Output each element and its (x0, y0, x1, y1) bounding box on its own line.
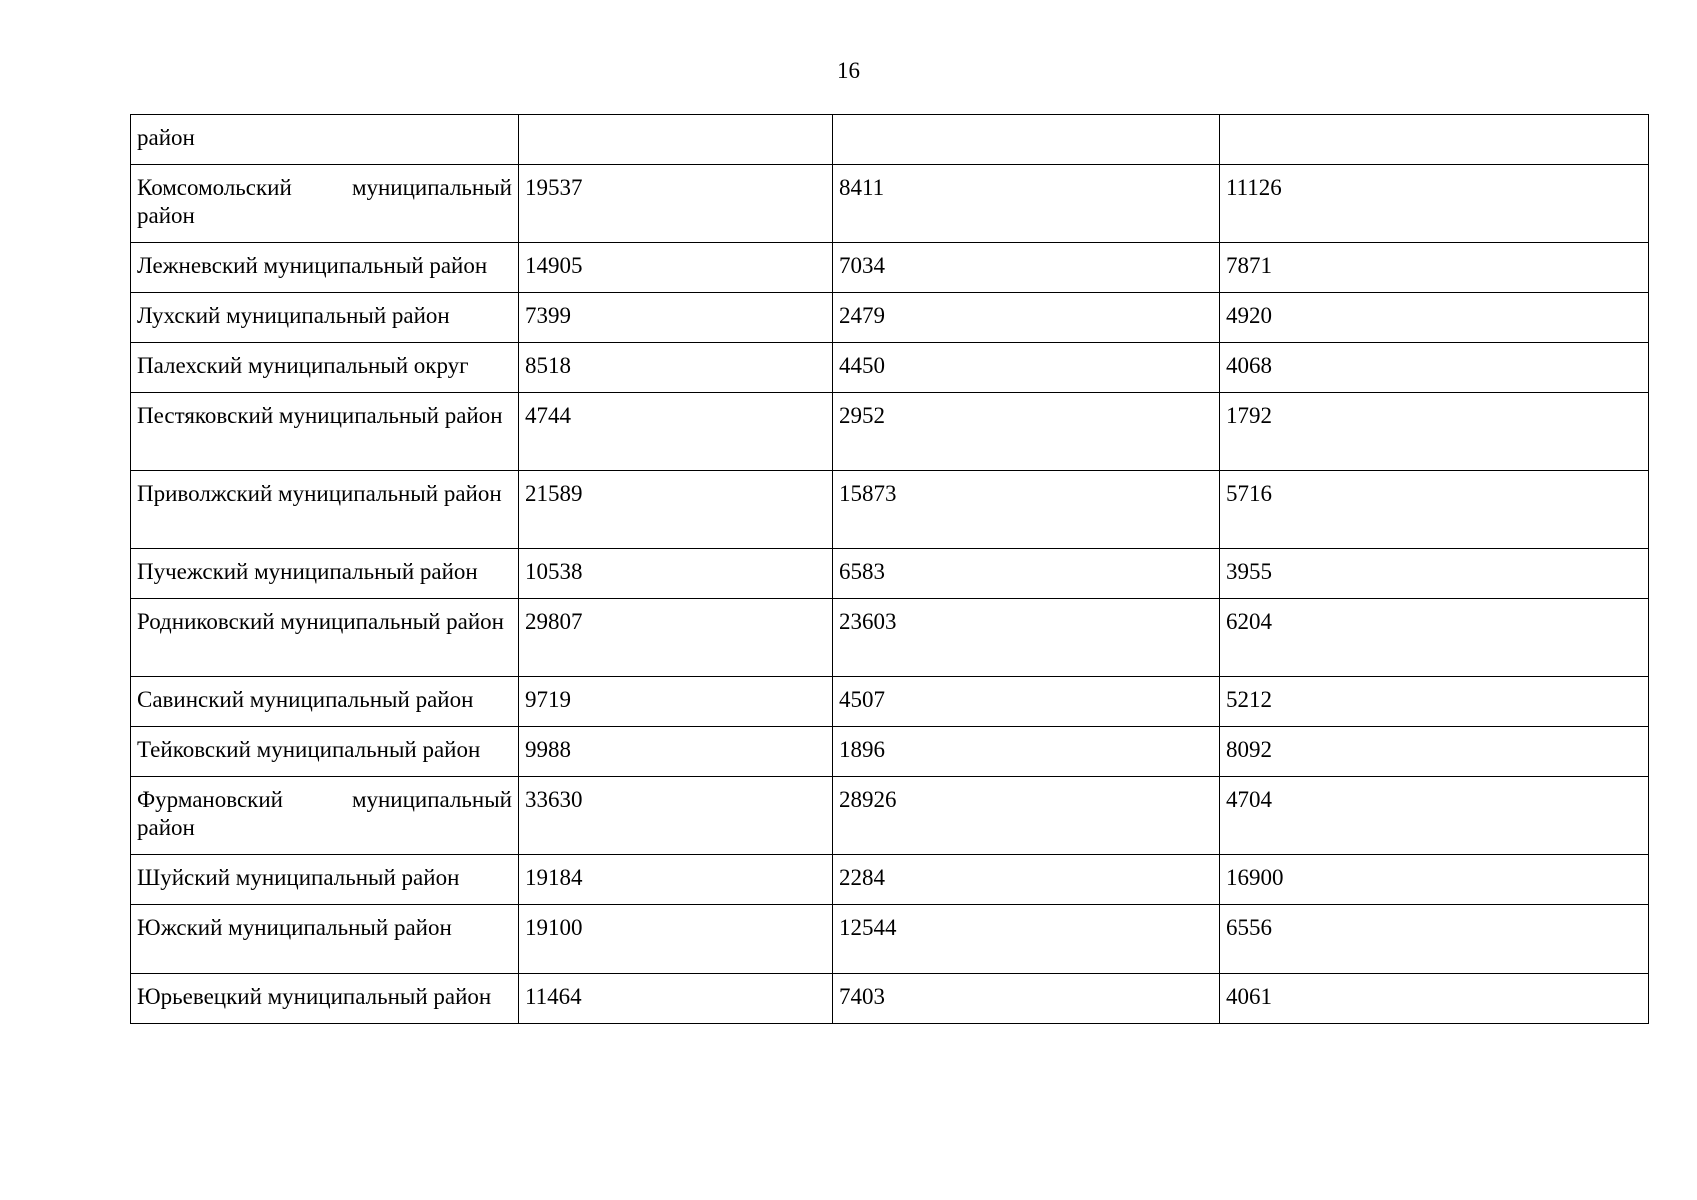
cell-district-name: район (131, 115, 519, 165)
cell-total: 19537 (519, 165, 833, 243)
table-row (131, 905, 1649, 974)
cell-value-2: 28926 (833, 777, 1220, 855)
cell-total (519, 115, 833, 165)
cell-district-name: Юрьевецкий муниципальный район (131, 974, 519, 1024)
cell-value-3: 4068 (1220, 343, 1649, 393)
cell-value-3: 5212 (1220, 677, 1649, 727)
cell-value-2: 7034 (833, 243, 1220, 293)
cell-value-2: 6583 (833, 549, 1220, 599)
table-row (131, 115, 1649, 165)
table-row (131, 677, 1649, 727)
cell-total: 21589 (519, 471, 833, 549)
cell-district-name: Пестяковский муниципальный район (131, 393, 519, 471)
table-row (131, 165, 1649, 243)
cell-total: 8518 (519, 343, 833, 393)
cell-value-3: 11126 (1220, 165, 1649, 243)
cell-value-3: 3955 (1220, 549, 1649, 599)
cell-value-2: 4507 (833, 677, 1220, 727)
cell-district-name: Родниковский муниципальный район (131, 599, 519, 677)
data-table (130, 114, 1649, 1024)
cell-total: 11464 (519, 974, 833, 1024)
cell-value-2: 4450 (833, 343, 1220, 393)
cell-value-3: 4920 (1220, 293, 1649, 343)
cell-district-name: Шуйский муниципальный район (131, 855, 519, 905)
table-row (131, 471, 1649, 549)
cell-value-2: 23603 (833, 599, 1220, 677)
table-row (131, 393, 1649, 471)
cell-value-2: 2952 (833, 393, 1220, 471)
table-row (131, 727, 1649, 777)
cell-value-2: 1896 (833, 727, 1220, 777)
table-row (131, 243, 1649, 293)
table-row (131, 974, 1649, 1024)
cell-value-3: 8092 (1220, 727, 1649, 777)
cell-value-2: 7403 (833, 974, 1220, 1024)
cell-value-3: 6556 (1220, 905, 1649, 974)
cell-district-name: Савинский муниципальный район (131, 677, 519, 727)
cell-total: 19184 (519, 855, 833, 905)
cell-district-name: Палехский муниципальный округ (131, 343, 519, 393)
table-row (131, 777, 1649, 855)
cell-district-name: Фурмановский муниципальный район (131, 777, 519, 855)
cell-value-3: 4704 (1220, 777, 1649, 855)
cell-value-2: 2479 (833, 293, 1220, 343)
table-row (131, 549, 1649, 599)
cell-district-name: Тейковский муниципальный район (131, 727, 519, 777)
cell-value-3: 5716 (1220, 471, 1649, 549)
cell-district-name: Пучежский муниципальный район (131, 549, 519, 599)
table-row (131, 855, 1649, 905)
cell-district-name: Лежневский муниципальный район (131, 243, 519, 293)
table-row (131, 599, 1649, 677)
cell-district-name: Комсомольский муниципальный район (131, 165, 519, 243)
cell-total: 29807 (519, 599, 833, 677)
cell-value-3: 6204 (1220, 599, 1649, 677)
table-row (131, 343, 1649, 393)
page-number: 16 (837, 58, 860, 83)
table-row (131, 293, 1649, 343)
cell-value-3 (1220, 115, 1649, 165)
table-body (131, 115, 1649, 1024)
cell-value-2: 8411 (833, 165, 1220, 243)
cell-total: 10538 (519, 549, 833, 599)
cell-total: 7399 (519, 293, 833, 343)
cell-value-2: 12544 (833, 905, 1220, 974)
cell-total: 33630 (519, 777, 833, 855)
cell-value-2: 15873 (833, 471, 1220, 549)
cell-district-name: Приволжский муниципальный район (131, 471, 519, 549)
cell-total: 4744 (519, 393, 833, 471)
cell-value-2: 2284 (833, 855, 1220, 905)
cell-value-3: 4061 (1220, 974, 1649, 1024)
cell-total: 9719 (519, 677, 833, 727)
cell-value-3: 7871 (1220, 243, 1649, 293)
cell-total: 9988 (519, 727, 833, 777)
cell-total: 14905 (519, 243, 833, 293)
cell-district-name: Лухский муниципальный район (131, 293, 519, 343)
cell-value-2 (833, 115, 1220, 165)
cell-total: 19100 (519, 905, 833, 974)
cell-district-name: Южский муниципальный район (131, 905, 519, 974)
cell-value-3: 1792 (1220, 393, 1649, 471)
cell-value-3: 16900 (1220, 855, 1649, 905)
